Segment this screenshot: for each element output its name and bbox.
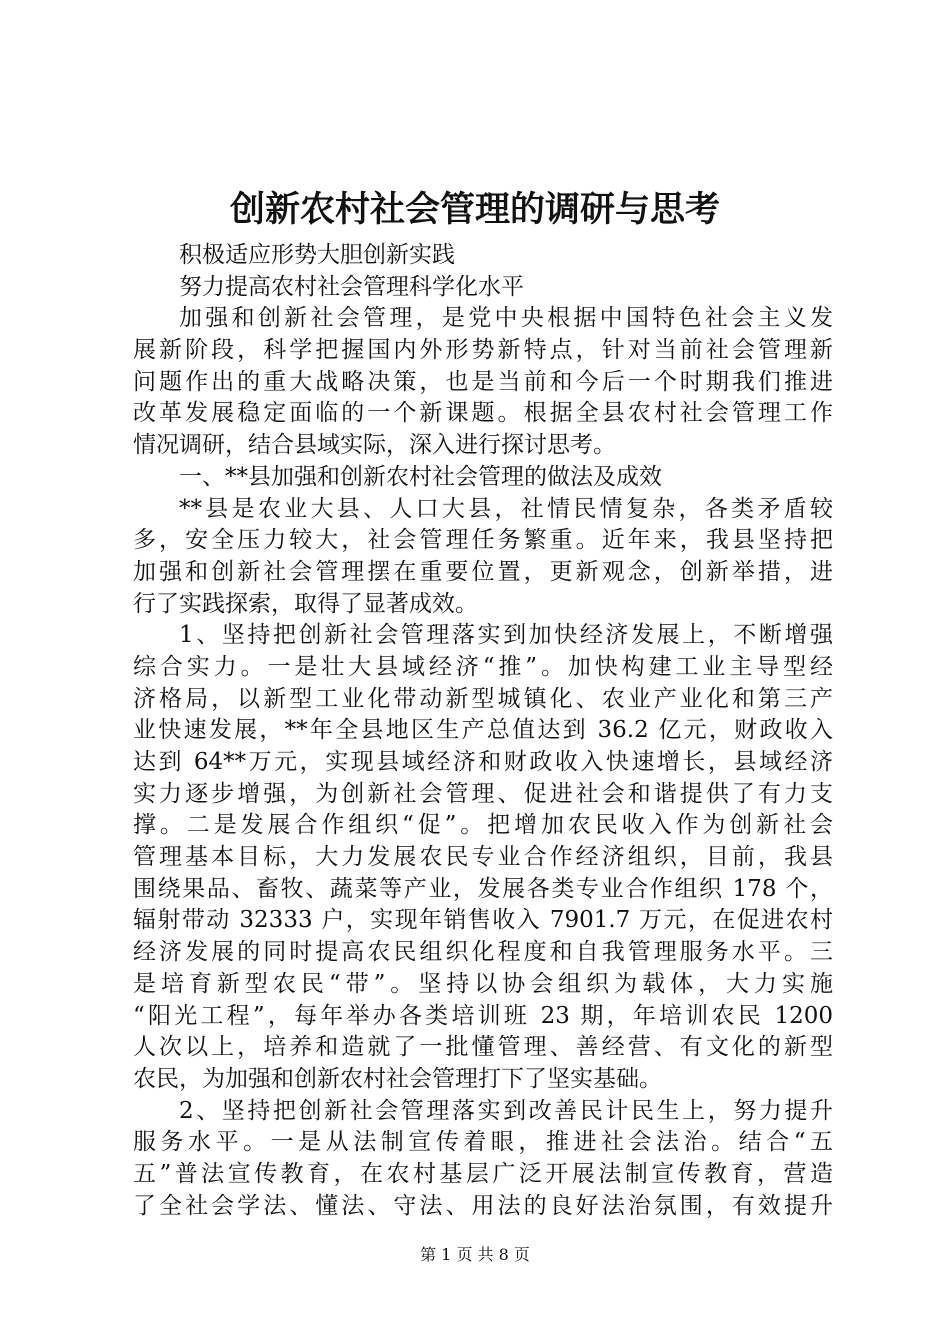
body-line: 情况调研，结合县域实际，深入进行探讨思考。 — [133, 432, 616, 459]
body-line: 展新阶段，科学把握国内外形势新特点，针对当前社会管理新 — [133, 337, 833, 364]
body-line: 综合实力。一是壮大县域经济“推”。加快构建工业主导型经 — [133, 653, 833, 680]
body-line: 2、坚持把创新社会管理落实到改善民计民生上，努力提升 — [179, 1097, 833, 1124]
body-line: 辐射带动 32333 户，实现年销售收入 7901.7 万元，在促进农村 — [133, 907, 833, 934]
body-line: 努力提高农村社会管理科学化水平 — [179, 273, 524, 300]
body-line: 农民，为加强和创新农村社会管理打下了坚实基础。 — [133, 1065, 662, 1092]
body-line: 1、坚持把创新社会管理落实到加快经济发展上，不断增强 — [179, 622, 833, 649]
body-line: 积极适应形势大胆创新实践 — [179, 242, 455, 268]
body-line: 围绕果品、畜牧、蔬菜等产业，发展各类专业合作组织 178 个， — [133, 875, 833, 902]
body-line: 改革发展稳定面临的一个新课题。根据全县农村社会管理工作 — [133, 400, 833, 427]
body-line: 经济发展的同时提高农民组织化程度和自我管理服务水平。三 — [133, 939, 833, 966]
document-body — [133, 240, 833, 1222]
body-line: 济格局，以新型工业化带动新型城镇化、农业产业化和第三产 — [133, 685, 833, 712]
body-line: 了全社会学法、懂法、守法、用法的良好法治氛围，有效提升 — [133, 1192, 833, 1219]
body-line: 人次以上，培养和造就了一批懂管理、善经营、有文化的新型 — [133, 1034, 833, 1061]
body-line: 行了实践探索，取得了显著成效。 — [133, 590, 478, 617]
body-line: **县是农业大县、人口大县，社情民情复杂，各类矛盾较 — [179, 495, 833, 522]
body-line: 实力逐步增强，为创新社会管理、促进社会和谐提供了有力支 — [133, 780, 833, 807]
body-line: 管理基本目标，大力发展农民专业合作经济组织，目前，我县 — [133, 844, 833, 871]
body-line: 一、**县加强和创新农村社会管理的做法及成效 — [179, 463, 662, 490]
body-line: 服务水平。一是从法制宣传着眼，推进社会法治。结合“五 — [133, 1129, 833, 1156]
body-line: 撑。二是发展合作组织“促”。把增加农民收入作为创新社会 — [133, 812, 833, 839]
body-line: 问题作出的重大战略决策，也是当前和今后一个时期我们推进 — [133, 368, 833, 395]
document-title: 创新农村社会管理的调研与思考 — [229, 189, 720, 230]
body-line: 达到 64**万元，实现县域经济和财政收入快速增长，县域经济 — [133, 749, 833, 775]
body-line: 多，安全压力较大，社会管理任务繁重。近年来，我县坚持把 — [133, 527, 833, 554]
body-line: 是培育新型农民“带”。坚持以协会组织为载体，大力实施 — [133, 970, 833, 997]
body-line: “阳光工程”，每年举办各类培训班 23 期，年培训农民 1200 — [133, 1002, 833, 1029]
body-line: 加强和创新社会管理，是党中央根据中国特色社会主义发 — [179, 305, 833, 332]
body-line: 五”普法宣传教育，在农村基层广泛开展法制宣传教育，营造 — [133, 1160, 833, 1187]
page-footer: 第 1 页 共 8 页 — [420, 1245, 530, 1264]
body-line: 加强和创新社会管理摆在重要位置，更新观念，创新举措，进 — [133, 558, 833, 585]
body-line: 业快速发展，**年全县地区生产总值达到 36.2 亿元，财政收入 — [133, 717, 833, 744]
